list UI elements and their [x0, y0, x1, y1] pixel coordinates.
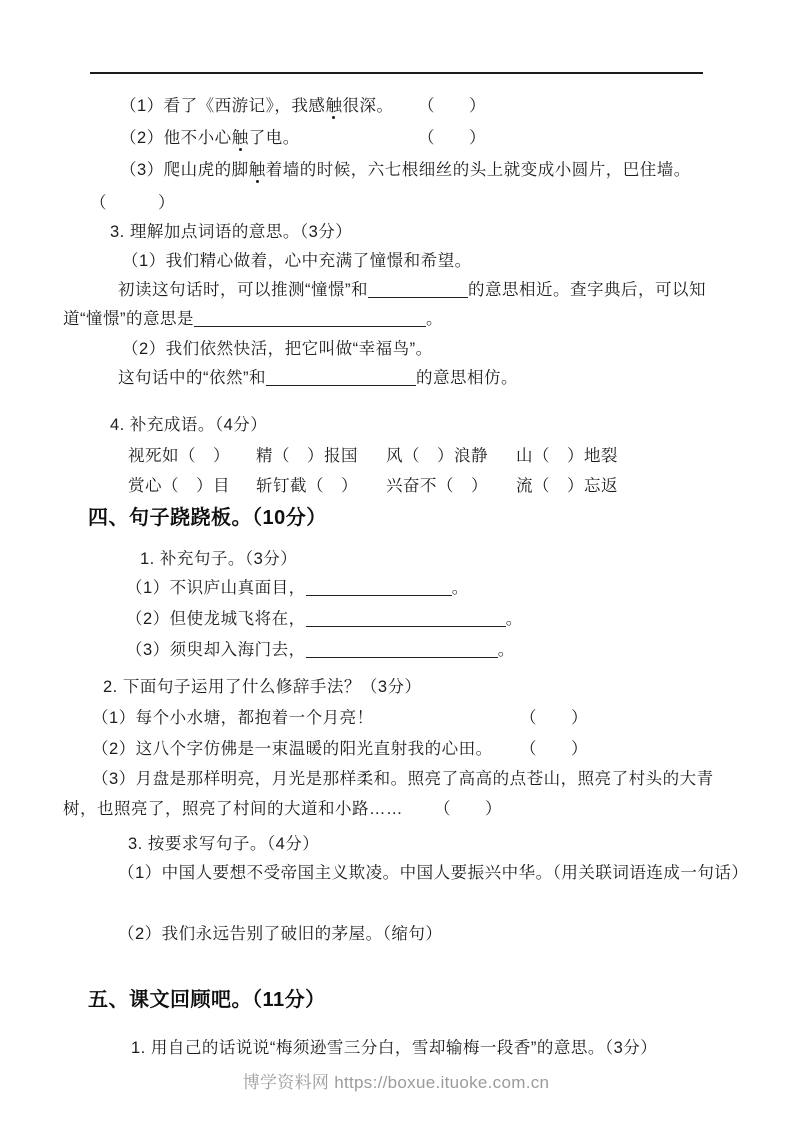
idiom-cell: 赏心（ ）目 — [128, 477, 230, 495]
section-4-q2-item-3: （3）月盘是那样明亮，月光是那样柔和。照亮了高高的点苍山，照亮了村头的大青 — [92, 770, 714, 788]
section-5-heading: 五、课文回顾吧。（11分） — [88, 989, 326, 1011]
section-4-q3-item-2: （2）我们永远告别了破旧的茅屋。（缩句） — [118, 925, 443, 943]
exercise-line-touch-1: （1）看了《西游记》，我感触很深。 — [120, 97, 394, 115]
question-3-title: 3. 理解加点词语的意思。（3分） — [110, 223, 353, 241]
exercise-line-touch-2: （2）他不小心触了电。 — [120, 129, 300, 147]
answer-paren: （ ） — [520, 709, 588, 727]
section-4-q1-item-3: （3）须臾却入海门去， 。 — [126, 641, 515, 659]
section-4-q2-item-2: （2）这八个字仿佛是一束温暖的阳光直射我的心田。 — [92, 740, 493, 758]
idiom-cell: 风（ ）浪静 — [386, 447, 488, 465]
exercise-line-touch-3: （3）爬山虎的脚触着墙的时候，六七根细丝的头上就变成小圆片，巴住墙。 — [120, 161, 691, 179]
dotted-word: 触 — [248, 161, 266, 179]
question-3-item-2: （2）我们依然快活，把它叫做“幸福鸟”。 — [122, 340, 433, 358]
fill-blank — [368, 280, 468, 298]
answer-paren: （ ） — [418, 97, 486, 115]
question-3-fill-line-3: 这句话中的“依然”和 的意思相仿。 — [118, 369, 518, 387]
question-3-fill-line-1: 初读这句话时，可以推测“憧憬”和 的意思相近。查字典后，可以知 — [118, 281, 706, 299]
idiom-cell: 兴奋不（ ） — [386, 477, 488, 495]
idiom-cell: 视死如（ ） — [128, 447, 230, 465]
idiom-cell: 流（ ）忘返 — [516, 477, 618, 495]
fill-blank — [194, 309, 426, 327]
section-4-q3-item-1: （1）中国人要想不受帝国主义欺凌。中国人要振兴中华。（用关联词语连成一句话） — [118, 864, 749, 882]
section-4-q1-item-2: （2）但使龙城飞将在， 。 — [126, 610, 523, 628]
question-3-item-1: （1）我们精心做着，心中充满了憧憬和希望。 — [122, 252, 472, 270]
fill-blank — [266, 368, 416, 386]
answer-paren: （ ） — [418, 129, 486, 147]
section-4-q3-title: 3. 按要求写句子。（4分） — [128, 835, 320, 853]
section-5-q1: 1. 用自己的话说说“梅须逊雪三分白，雪却输梅一段香”的意思。（3分） — [131, 1039, 658, 1057]
fill-blank — [306, 640, 498, 658]
idiom-cell: 精（ ）报国 — [256, 447, 358, 465]
section-4-q2-title: 2. 下面句子运用了什么修辞手法？（3分） — [103, 678, 422, 696]
dotted-word: 触 — [231, 129, 249, 147]
fill-blank — [306, 578, 452, 596]
fill-blank — [306, 609, 506, 627]
dotted-word: 触 — [325, 97, 343, 115]
answer-paren-overflow: （ ） — [90, 194, 175, 212]
section-4-q1-item-1: （1）不识庐山真面目， 。 — [126, 579, 469, 597]
section-4-q1-title: 1. 补充句子。（3分） — [140, 550, 298, 568]
section-4-q2-item-3-continuation: 树，也照亮了，照亮了村间的大道和小路…… — [63, 800, 403, 818]
idiom-cell: 斩钉截（ ） — [256, 477, 358, 495]
idiom-cell: 山（ ）地裂 — [516, 447, 618, 465]
site-watermark: 博学资料网 https://boxue.ituoke.com.cn — [242, 1073, 550, 1092]
answer-paren: （ ） — [520, 740, 588, 758]
answer-paren: （ ） — [434, 800, 502, 818]
question-3-fill-line-2: 道“憧憬”的意思是 。 — [63, 310, 443, 328]
section-4-heading: 四、句子跷跷板。（10分） — [88, 507, 327, 529]
question-4-title: 4. 补充成语。（4分） — [110, 416, 268, 434]
header-divider-line — [90, 72, 703, 74]
section-4-q2-item-1: （1）每个小水塘，都抱着一个月亮！ — [92, 709, 374, 727]
